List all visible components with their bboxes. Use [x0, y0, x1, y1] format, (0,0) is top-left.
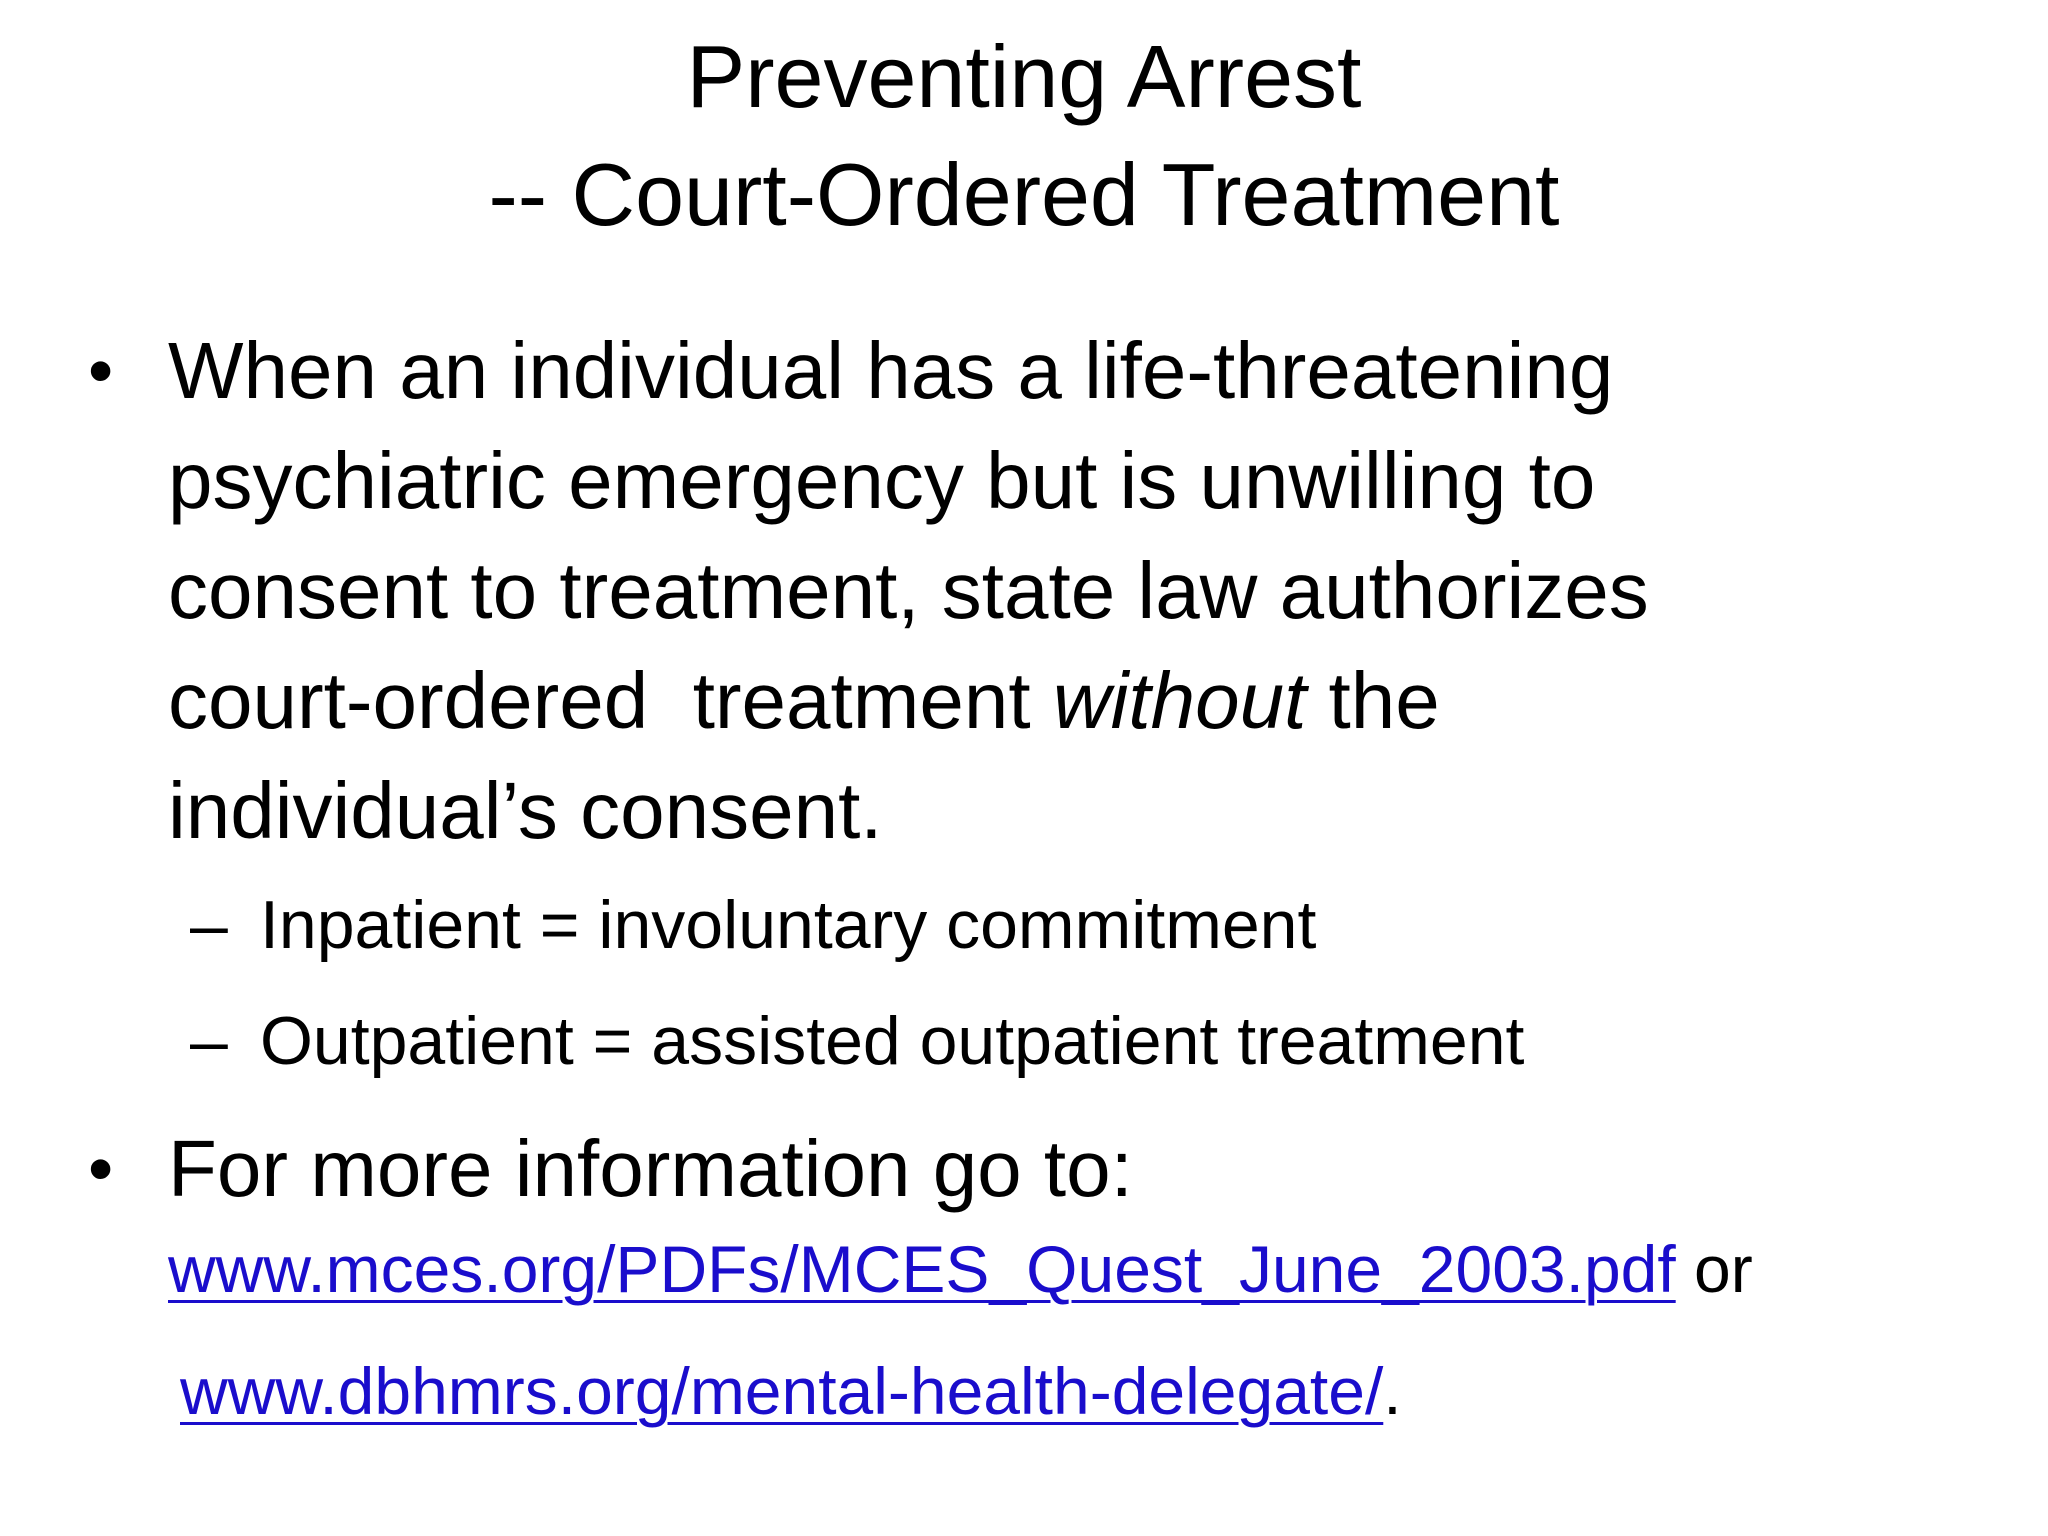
more-info-text: For more information go to: — [168, 1124, 1133, 1213]
bullet-text — [168, 316, 1948, 866]
sub-bullet-outpatient — [190, 996, 1524, 1086]
dbhmrs-link[interactable]: www.dbhmrs.org/mental-health-delegate/ — [180, 1354, 1384, 1428]
dash-icon: – — [190, 1003, 228, 1079]
emphasis-without: without — [1052, 656, 1307, 745]
bullet-line-1: When an individual has a life-threatening — [168, 326, 1614, 415]
or-text: or — [1675, 1232, 1753, 1306]
title-line-1: Preventing Arrest — [686, 27, 1362, 126]
slide-title — [0, 18, 2048, 254]
bullet-line-4 — [168, 646, 1948, 756]
period-text: . — [1383, 1354, 1402, 1428]
sub-bullet-text: Inpatient = involuntary commitment — [260, 887, 1317, 963]
bullet-line-2: psychiatric emergency but is unwilling to — [168, 436, 1596, 525]
line-4-before: court-ordered treatment — [168, 656, 1053, 745]
bullet-icon: • — [88, 1129, 114, 1209]
bullet-text — [168, 1114, 1948, 1224]
link-line-1 — [168, 1224, 1753, 1314]
line-4-after: the — [1306, 656, 1440, 745]
bullet-line-5: individual’s consent. — [168, 766, 883, 855]
dash-icon: – — [190, 887, 228, 963]
bullet-line-3: consent to treatment, state law authorizes — [168, 546, 1649, 635]
sub-bullet-text: Outpatient = assisted outpatient treatment — [260, 1003, 1525, 1079]
sub-bullet-inpatient — [190, 880, 1316, 970]
bullet-icon: • — [88, 331, 114, 411]
title-line-2: -- Court-Ordered Treatment — [488, 145, 1560, 244]
mces-link[interactable]: www.mces.org/PDFs/MCES_Quest_June_2003.pdf — [168, 1232, 1676, 1306]
link-line-2 — [180, 1346, 1402, 1436]
